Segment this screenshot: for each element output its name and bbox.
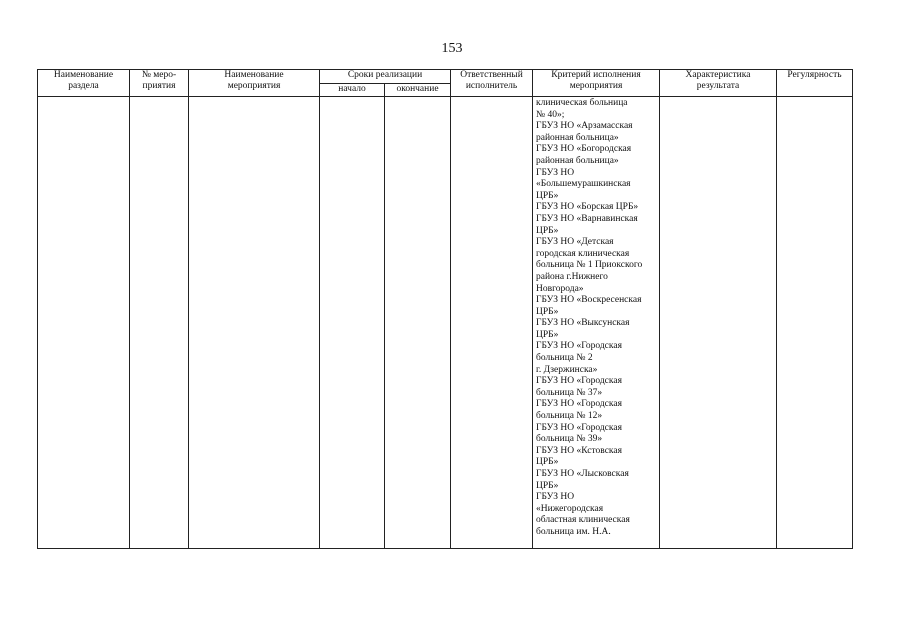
table-row <box>38 97 853 549</box>
criteria-line: района г.Нижнего <box>536 271 608 282</box>
criteria-line: клиническая больница <box>536 98 628 108</box>
criteria-line: ГБУЗ НО «Воскресенская <box>536 295 642 306</box>
header-criteria-line-2: мероприятия <box>569 81 623 91</box>
plan-table <box>37 69 853 549</box>
criteria-line: областная клиническая <box>536 515 630 526</box>
criteria-line: ГБУЗ НО «Борская ЦРБ» <box>536 202 639 213</box>
criteria-line: больница № 37» <box>536 387 603 398</box>
criteria-line: ЦРБ» <box>536 457 559 468</box>
criteria-line: Новгорода» <box>536 283 584 294</box>
header-measure-name-line-2: мероприятия <box>227 81 281 91</box>
header-section-line-1: Наименование <box>53 70 114 80</box>
cell-executor <box>451 97 533 549</box>
criteria-line: больница № 2 <box>536 353 593 364</box>
header-executor <box>451 70 533 97</box>
criteria-line: ГБУЗ НО «Городская <box>536 399 622 410</box>
criteria-line: ЦРБ» <box>536 329 559 340</box>
cell-section <box>38 97 130 549</box>
criteria-line: «Большемурашкинская <box>536 179 631 190</box>
cell-criteria <box>533 97 660 549</box>
header-measure-number-line-1: № меро- <box>141 70 177 80</box>
cell-regularity <box>777 97 853 549</box>
criteria-line: ГБУЗ НО «Богородская <box>536 144 632 155</box>
criteria-line: ГБУЗ НО «Городская <box>536 422 622 433</box>
criteria-line: ГБУЗ НО «Городская <box>536 341 622 352</box>
header-section <box>38 70 130 97</box>
criteria-line: ГБУЗ НО «Городская <box>536 376 622 387</box>
header-section-line-2: раздела <box>68 81 99 91</box>
header-end: окончание <box>385 83 451 97</box>
header-start: начало <box>320 83 385 97</box>
criteria-line: районная больница» <box>536 132 619 143</box>
cell-measure-name <box>189 97 320 549</box>
criteria-line: ГБУЗ НО «Детская <box>536 237 614 248</box>
criteria-line: ЦРБ» <box>536 480 559 491</box>
criteria-line: ГБУЗ НО «Лысковская <box>536 469 629 479</box>
header-measure-name-line-1: Наименование <box>224 70 284 80</box>
criteria-line: ГБУЗ НО «Варнавинская <box>536 213 638 224</box>
cell-measure-number <box>130 97 189 549</box>
criteria-line: больница № 39» <box>536 434 603 445</box>
cell-end <box>385 97 451 549</box>
header-executor-line-1: Ответственный <box>460 70 523 80</box>
header-result <box>660 70 777 97</box>
criteria-line: ГБУЗ НО «Кстовская <box>536 445 622 456</box>
header-measure-number-line-2: приятия <box>142 81 176 91</box>
criteria-line: ЦРБ» <box>536 190 559 201</box>
header-criteria-line-1: Критерий исполнения <box>551 70 641 80</box>
criteria-line: районная больница» <box>536 155 619 166</box>
header-result-line-1: Характеристика <box>685 70 751 80</box>
header-regularity: Регулярность <box>777 70 853 97</box>
criteria-line: ЦРБ» <box>536 225 559 236</box>
header-terms: Сроки реализации <box>320 70 451 84</box>
criteria-line: ГБУЗ НО <box>536 492 575 503</box>
header-criteria <box>533 70 660 97</box>
criteria-line: ГБУЗ НО «Арзамасская <box>536 121 633 132</box>
header-executor-line-2: исполнитель <box>465 81 518 91</box>
criteria-line: больница им. Н.А. <box>536 526 611 537</box>
header-measure-number <box>130 70 189 97</box>
cell-result <box>660 97 777 549</box>
criteria-line: «Нижегородская <box>536 503 604 514</box>
criteria-line: больница № 12» <box>536 411 603 422</box>
criteria-line: городская клиническая <box>536 248 630 259</box>
header-result-line-2: результата <box>696 81 740 91</box>
criteria-line: ГБУЗ НО «Выксунская <box>536 318 630 329</box>
header-measure-name <box>189 70 320 97</box>
cell-start <box>320 97 385 549</box>
criteria-line: ЦРБ» <box>536 306 559 317</box>
criteria-list <box>533 97 659 539</box>
criteria-line: № 40»; <box>536 109 565 120</box>
page-number: 153 <box>441 41 463 56</box>
criteria-line: г. Дзержинска» <box>536 364 598 375</box>
criteria-line: больница № 1 Приокского <box>536 260 643 271</box>
criteria-line: ГБУЗ НО <box>536 167 575 178</box>
